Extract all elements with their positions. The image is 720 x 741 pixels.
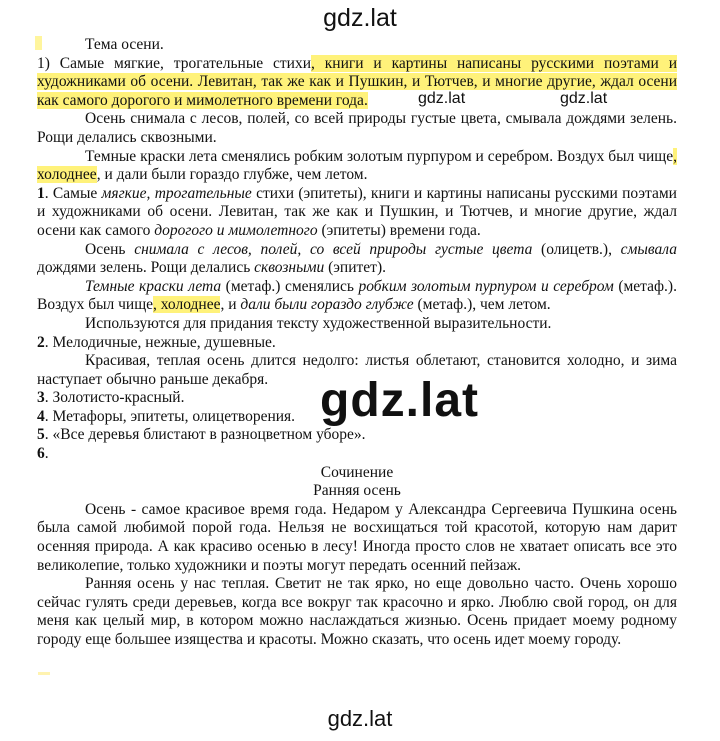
document-body xyxy=(37,36,677,650)
text-run: дождями зелень. Рощи делались xyxy=(37,259,255,277)
text-run: , и дали были гораздо глубже, чем летом. xyxy=(96,166,368,184)
text-run: . xyxy=(44,445,49,463)
answer-number: 1 xyxy=(37,184,45,202)
metaphor-text: робким золотым пурпуром и серебром xyxy=(358,277,614,295)
highlighted-text: , холоднее xyxy=(37,147,677,184)
text-run: (олицетв.), xyxy=(532,240,621,258)
epithet-text: сквозными xyxy=(254,259,325,277)
answer-number: 6 xyxy=(37,445,45,463)
metaphor-text: Темные краски лета xyxy=(85,277,222,295)
answer-number: 4 xyxy=(37,407,45,425)
answer-number: 5 xyxy=(37,426,45,444)
answer-1-paragraph-2 xyxy=(37,241,677,278)
highlighted-text: , холоднее xyxy=(153,296,221,314)
text-run: , и xyxy=(220,296,241,314)
essay-subtitle: Ранняя осень xyxy=(313,482,401,500)
watermark-middle: gdz.lat xyxy=(320,374,479,427)
item-number: 1) xyxy=(37,54,50,72)
watermark-small-2: gdz.lat xyxy=(560,90,608,107)
watermark-small-1: gdz.lat xyxy=(418,90,466,107)
answer-number: 3 xyxy=(37,389,45,407)
epithet-text: дорогого и мимолетного xyxy=(154,221,318,239)
text-run: Самые мягкие, трогательные стихи xyxy=(49,54,312,72)
source-paragraph-2: Осень снимала с лесов, полей, со всей природы густые цвета, смывала дождями зелень. Рощи делались сквозными. xyxy=(37,110,677,146)
text-run: (эпитет). xyxy=(324,259,386,277)
essay-paragraph-1: Осень - самое красивое время года. Недаром у Александра Сергеевича Пушкина осень была самой любимой порой года. Нельзя не восхищаться той красотой, которую нам дарит осенняя природа. А как красиво осенью в лесу! Иногда просто слов не хватает описать все это великолепие, только художники и поэты могут передать осенний пейзаж. xyxy=(37,500,677,574)
answer-number: 2 xyxy=(37,333,45,351)
text-run: . Мелодичные, нежные, душевные. xyxy=(44,333,276,351)
personification-text: смывала xyxy=(620,240,677,258)
watermark-top: gdz.lat xyxy=(323,4,397,32)
answer-2-paragraph: Красивая, теплая осень длится недолго: листья облетают, становится холодно, и зима наступает обычно раньше декабря. xyxy=(37,352,677,388)
text-run: (метаф.), чем летом. xyxy=(413,296,551,314)
text-run: (метаф.). Воздух был чище xyxy=(37,277,677,314)
answer-1-conclusion: Используются для придания тексту художественной выразительности. xyxy=(85,314,552,332)
text-run: (эпитеты) времени года. xyxy=(317,221,481,239)
text-run: стихи (эпитеты), книги и картины написаны русскими поэтами и художниками об осени. Левитан, так же как и Пушкин, и Тютчев, и многие другие, ждал осени как самого xyxy=(37,184,677,239)
text-run: Осень xyxy=(85,240,135,258)
text-run: . Метафоры, эпитеты, олицетворения. xyxy=(44,407,296,425)
text-run: . Самые xyxy=(44,184,102,202)
personification-text: снимала с лесов, полей, со всей природы густые цвета xyxy=(134,240,533,258)
essay-paragraph-2: Ранняя осень у нас теплая. Светит не так ярко, но еще довольно часто. Очень хорошо сейчас гулять среди деревьев, когда все вокруг так красочно и ярко. Люблю свой город, он для меня как целый мир, в котором можно наслаждаться жизнью. Осень придает моему родному городу еще большее изящества и красоты. Можно сказать, что осень идет моему городу. xyxy=(37,575,677,648)
text-run: . Золотисто-красный. xyxy=(44,389,185,407)
source-paragraph-3 xyxy=(37,148,677,185)
text-run: Темные краски лета сменялись робким золотым пурпуром и серебром. Воздух был чище xyxy=(85,147,674,165)
answer-6 xyxy=(37,445,677,464)
highlighted-comma: , книги и картины написаны русскими поэтами и художниками об осени. Левитан, так же как и Пушкин, и Тютчев, и многие другие, ждал осени как самого дорогого и мимолетного времени года. xyxy=(37,54,677,109)
text-run: (метаф.) сменялись xyxy=(221,277,359,295)
epithet-text: мягкие, трогательные xyxy=(101,184,252,202)
text-run: . «Все деревья блистают в разноцветном уборе». xyxy=(44,426,366,444)
answer-5 xyxy=(37,426,677,445)
answer-2 xyxy=(37,334,677,353)
answer-1-paragraph xyxy=(37,185,677,241)
essay-title: Сочинение xyxy=(320,463,394,481)
answer-1-paragraph-3 xyxy=(37,278,677,315)
topic-heading: Тема осени. xyxy=(85,36,164,53)
metaphor-text: дали были гораздо глубже xyxy=(240,296,414,314)
watermark-bottom: gdz.lat xyxy=(327,706,393,731)
faint-highlight-mark xyxy=(38,672,50,675)
